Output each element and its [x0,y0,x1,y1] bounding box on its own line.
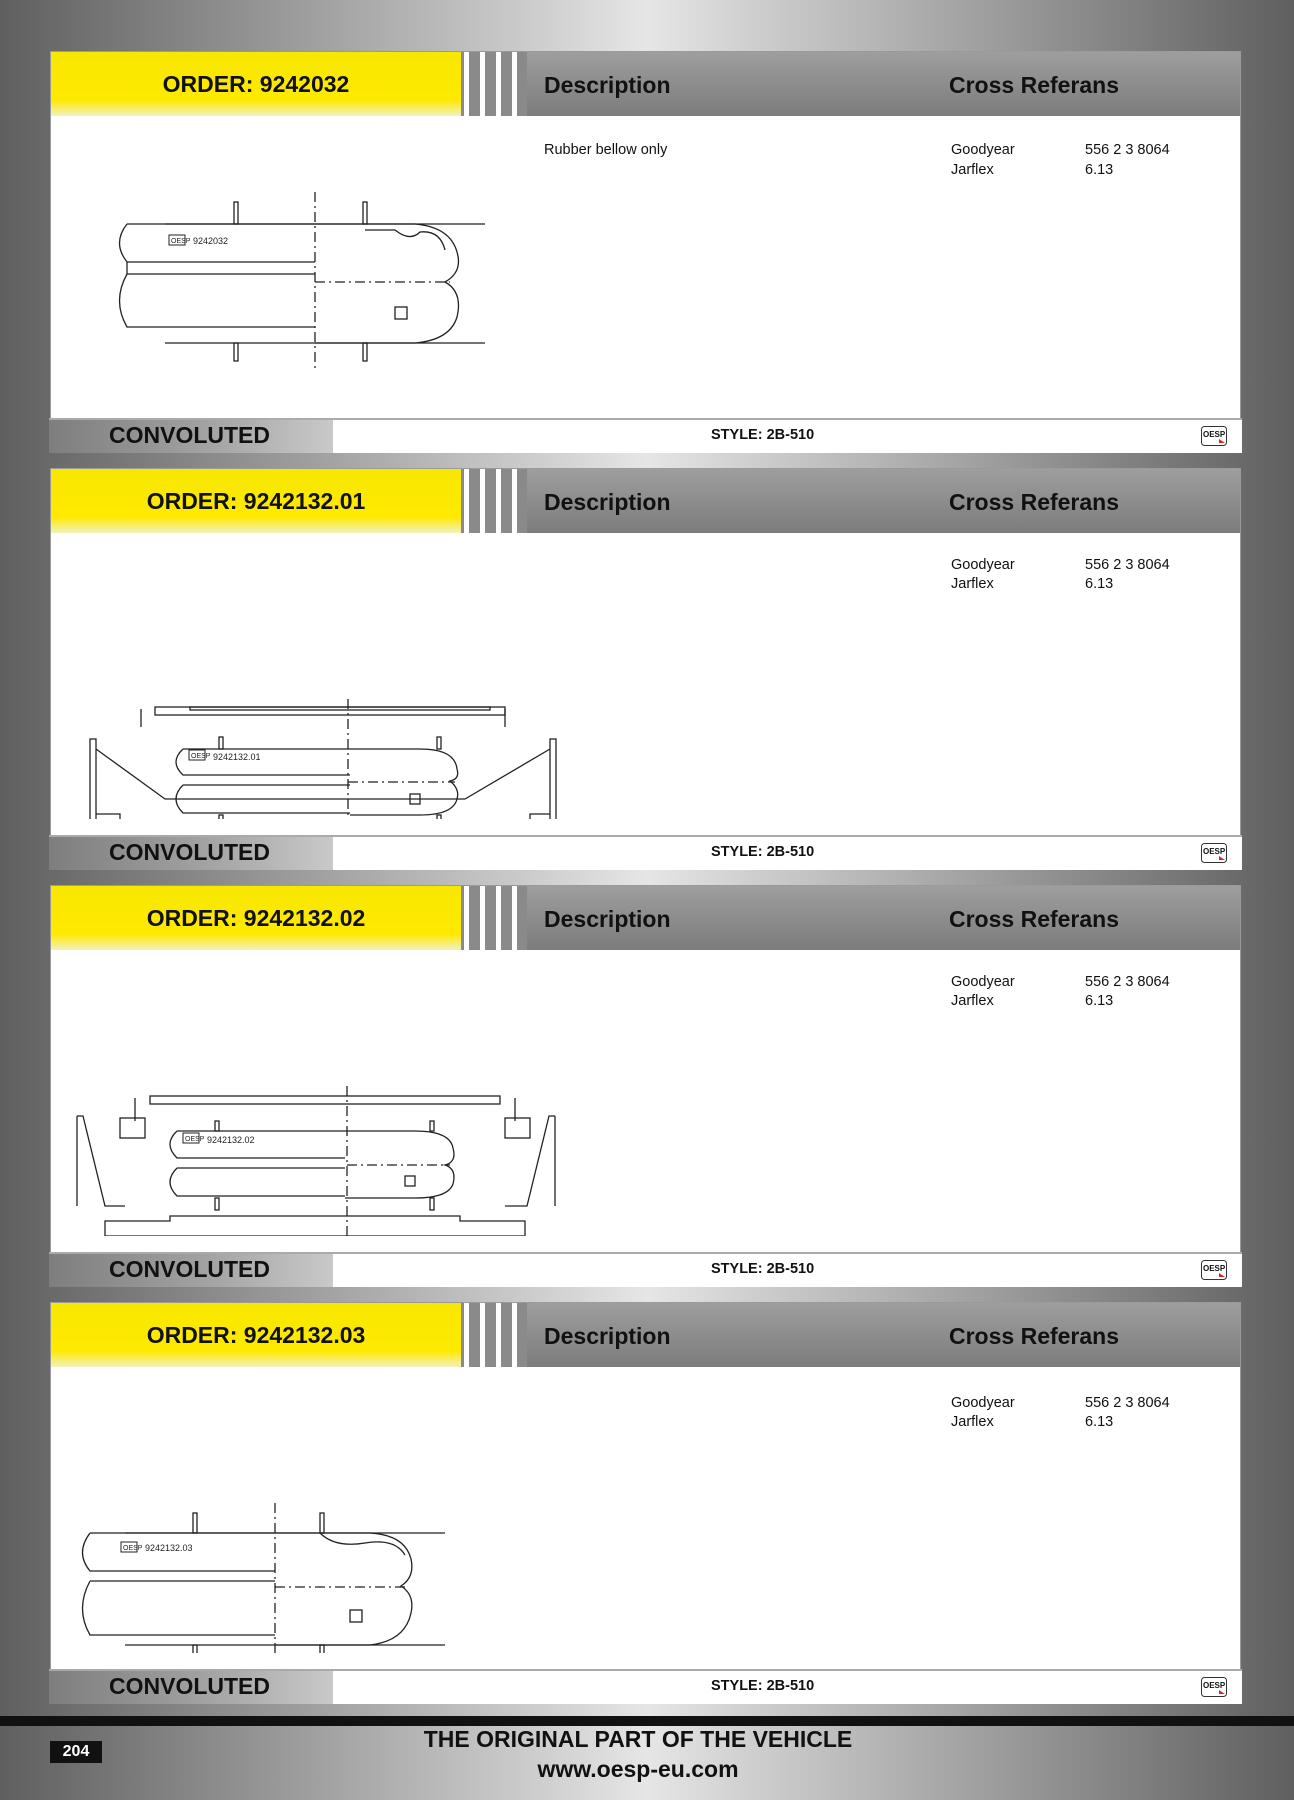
product-card-2 [50,468,1241,870]
description-header: Description [544,489,671,515]
order-number: ORDER: 9242032 [51,52,461,116]
svg-text:OESP: OESP [1203,847,1226,856]
spring-type: CONVOLUTED [49,1671,333,1704]
spring-type: CONVOLUTED [49,1254,333,1287]
style-code: STYLE: 2B-510 [711,1261,815,1277]
cross-ref-number: 6.13 [1085,162,1114,178]
cross-ref-brand: Goodyear [951,1395,1015,1411]
cross-ref-brand: Jarflex [951,1414,994,1430]
description-header: Description [544,72,671,98]
cross-ref-number: 6.13 [1085,576,1114,592]
product-card-1 [50,51,1241,453]
air-spring-drawing [65,966,565,1236]
drawing-label: 9242132.03 [145,1543,193,1553]
svg-text:OESP: OESP [1203,1264,1226,1273]
svg-text:OESP: OESP [1203,430,1226,439]
cross-reference-header: Cross Referans [949,489,1120,515]
cross-ref-brand: Goodyear [951,557,1015,573]
footer-tagline: THE ORIGINAL PART OF THE VEHICLE [423,1726,853,1752]
header-stripes [461,52,527,116]
drawing-label: 9242132.02 [207,1135,255,1145]
cross-ref-brand: Jarflex [951,576,994,592]
cross-reference-header: Cross Referans [949,72,1120,98]
svg-text:OESP: OESP [1203,1681,1226,1690]
svg-text:OESP: OESP [191,753,211,760]
cross-ref-number: 556 2 3 8064 [1085,1395,1170,1411]
header-stripes [461,469,527,533]
cross-ref-brand: Goodyear [951,974,1015,990]
product-card-3 [50,885,1241,1287]
card-footer [49,418,1242,453]
spring-type: CONVOLUTED [49,420,333,453]
header-stripes [461,1303,527,1367]
air-spring-drawing [65,1383,565,1653]
order-number: ORDER: 9242132.01 [51,469,461,533]
oesp-logo-icon [1201,1260,1227,1280]
description-text: Rubber bellow only [544,142,668,158]
drawing-label: 9242032 [193,236,229,246]
spring-type: CONVOLUTED [49,837,333,870]
order-number: ORDER: 9242132.03 [51,1303,461,1367]
cross-reference-header: Cross Referans [949,1323,1120,1349]
style-code: STYLE: 2B-510 [711,844,815,860]
card-header [51,52,1240,116]
svg-text:OESP: OESP [171,238,191,245]
cross-ref-brand: Goodyear [951,142,1015,158]
order-number: ORDER: 9242132.02 [51,886,461,950]
page-number: 204 [50,1741,102,1763]
cross-ref-number: 556 2 3 8064 [1085,557,1170,573]
cross-ref-brand: Jarflex [951,993,994,1009]
product-card-4 [50,1302,1241,1704]
air-spring-drawing [65,132,565,402]
style-code: STYLE: 2B-510 [711,427,815,443]
cross-ref-number: 6.13 [1085,1414,1114,1430]
oesp-logo-icon [1201,1677,1227,1697]
card-header [51,1303,1240,1367]
style-code: STYLE: 2B-510 [711,1678,815,1694]
card-footer [49,1669,1242,1704]
oesp-logo-icon [1201,843,1227,863]
cross-reference-header: Cross Referans [949,906,1120,932]
cross-ref-number: 6.13 [1085,993,1114,1009]
header-stripes [461,886,527,950]
card-footer [49,1252,1242,1287]
cross-ref-number: 556 2 3 8064 [1085,142,1170,158]
card-footer [49,835,1242,870]
card-header [51,469,1240,533]
oesp-logo-icon [1201,426,1227,446]
card-header [51,886,1240,950]
cross-ref-brand: Jarflex [951,162,994,178]
description-header: Description [544,906,671,932]
svg-text:OESP: OESP [123,1545,143,1552]
footer-website[interactable]: www.oesp-eu.com [537,1756,739,1782]
page-footer-bar [0,1716,1294,1726]
cross-ref-number: 556 2 3 8064 [1085,974,1170,990]
drawing-label: 9242132.01 [213,752,261,762]
air-spring-drawing [65,549,565,819]
description-header: Description [544,1323,671,1349]
svg-text:OESP: OESP [185,1136,205,1143]
